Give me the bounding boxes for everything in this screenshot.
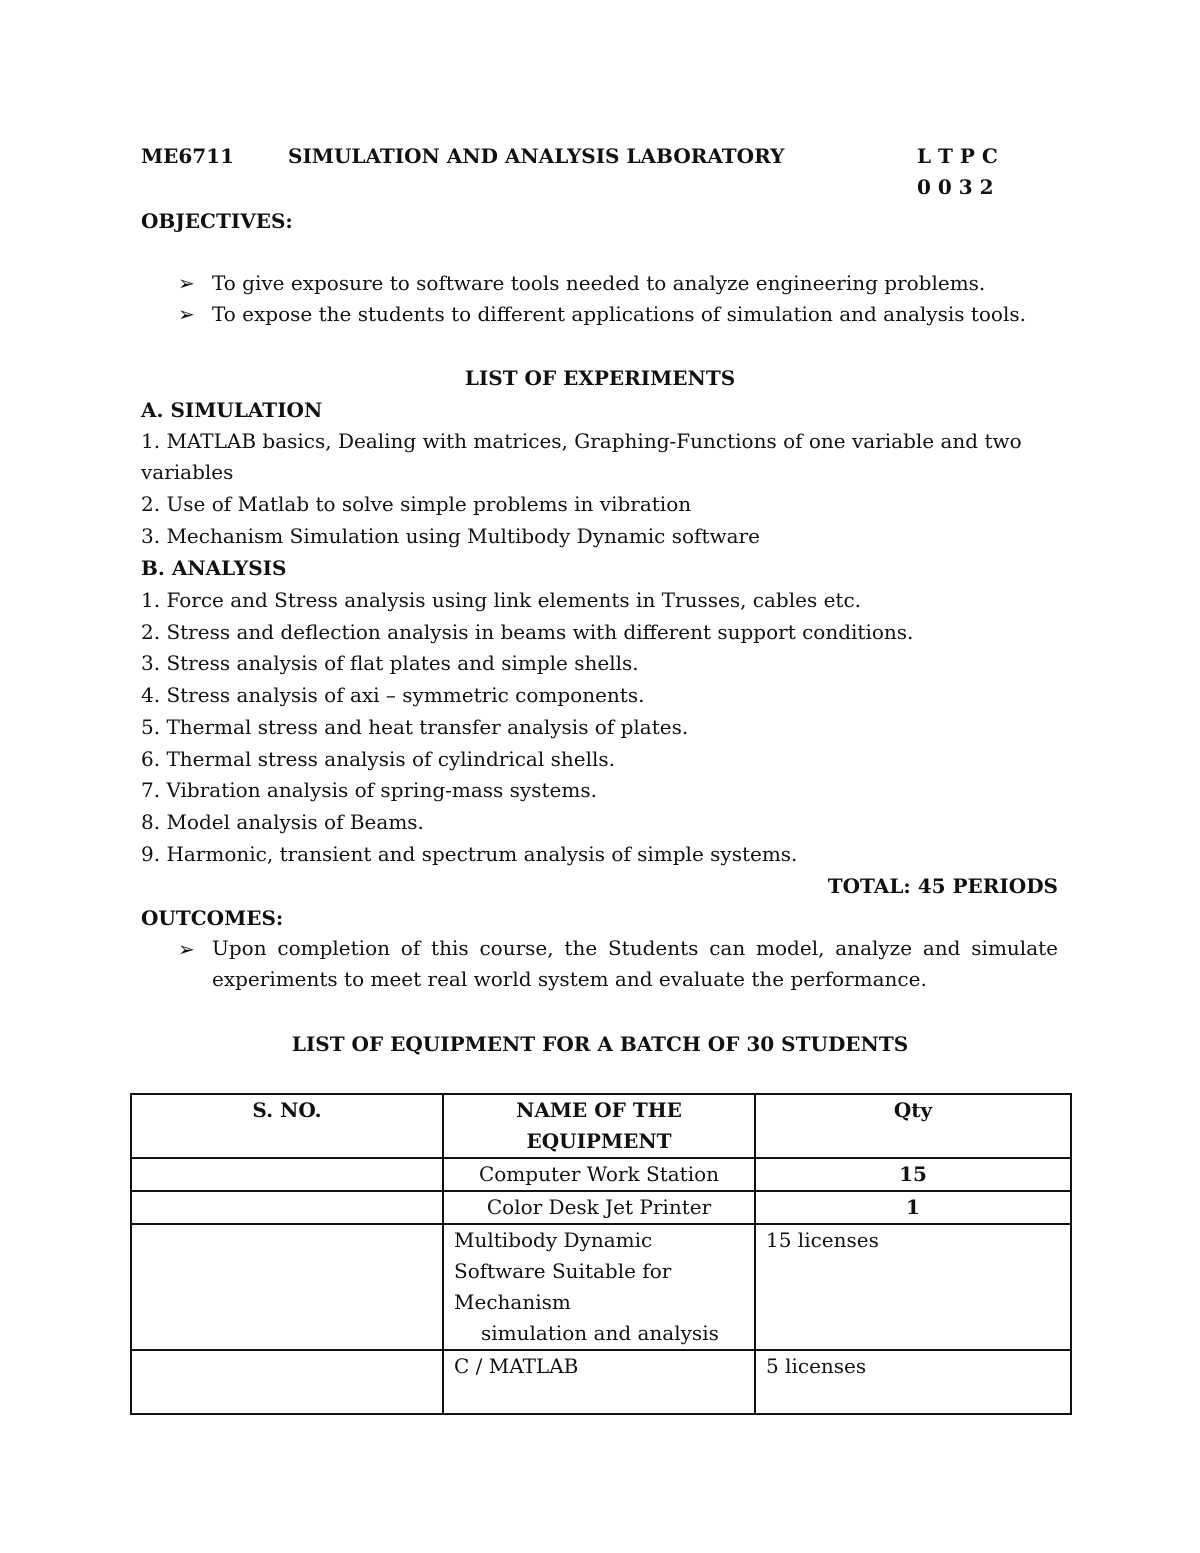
objective-item: To give exposure to software tools needed to analyze engineering problems. <box>212 271 986 295</box>
cell-equipment: Computer Work Station <box>443 1158 755 1191</box>
analysis-item: 5. Thermal stress and heat transfer analysis of plates. <box>141 715 689 739</box>
cell-sno <box>131 1158 443 1191</box>
analysis-item: 6. Thermal stress analysis of cylindrical shells. <box>141 747 615 771</box>
total-periods: TOTAL: 45 PERIODS <box>827 874 1058 898</box>
cell-qty: 15 licenses <box>755 1224 1071 1350</box>
arrow-bullet-icon: ➢ <box>178 302 195 326</box>
table-row <box>131 1224 1071 1350</box>
simulation-item: 3. Mechanism Simulation using Multibody Dynamic software <box>141 524 760 548</box>
outcomes-heading: OUTCOMES: <box>141 906 284 930</box>
cell-equipment <box>443 1224 755 1350</box>
objectives-heading: OBJECTIVES: <box>141 209 293 233</box>
simulation-heading: A. SIMULATION <box>141 398 323 422</box>
simulation-item: 2. Use of Matlab to solve simple problems in vibration <box>141 492 692 516</box>
cell-equipment-line: Software Suitable for <box>454 1259 672 1283</box>
equipment-heading: LIST OF EQUIPMENT FOR A BATCH OF 30 STUDENTS <box>291 1032 909 1056</box>
cell-equipment: C / MATLAB <box>443 1350 755 1414</box>
analysis-item: 3. Stress analysis of flat plates and simple shells. <box>141 651 639 675</box>
analysis-item: 4. Stress analysis of axi – symmetric components. <box>141 683 645 707</box>
table-header-row <box>131 1094 1071 1158</box>
analysis-item: 8. Model analysis of Beams. <box>141 810 424 834</box>
cell-equipment-line: Mechanism <box>454 1290 571 1314</box>
column-header-equipment: NAME OF THE EQUIPMENT <box>443 1094 755 1158</box>
table-row <box>131 1191 1071 1224</box>
analysis-item: 2. Stress and deflection analysis in beams with different support conditions. <box>141 620 914 644</box>
cell-equipment-line: simulation and analysis <box>481 1321 719 1345</box>
cell-equipment: Color Desk Jet Printer <box>443 1191 755 1224</box>
outcome-item: Upon completion of this course, the Students can model, analyze and simulate experiments to meet real world system and evaluate the performance. <box>212 936 1058 991</box>
simulation-item: variables <box>141 460 234 484</box>
simulation-item: 1. MATLAB basics, Dealing with matrices, Graphing-Functions of one variable and two <box>141 429 1022 453</box>
analysis-item: 9. Harmonic, transient and spectrum analysis of simple systems. <box>141 842 798 866</box>
analysis-item: 7. Vibration analysis of spring-mass systems. <box>141 778 597 802</box>
arrow-bullet-icon: ➢ <box>178 271 195 295</box>
cell-sno <box>131 1191 443 1224</box>
cell-qty: 5 licenses <box>755 1350 1071 1414</box>
cell-qty: 15 <box>755 1158 1071 1191</box>
column-header-qty: Qty <box>755 1094 1071 1158</box>
course-title: SIMULATION AND ANALYSIS LABORATORY <box>288 144 785 168</box>
arrow-bullet-icon: ➢ <box>178 937 195 961</box>
course-code: ME6711 <box>141 144 235 168</box>
column-header-sno: S. NO. <box>131 1094 443 1158</box>
ltpc-label: L T P C <box>917 144 998 168</box>
cell-qty: 1 <box>755 1191 1071 1224</box>
table-row <box>131 1158 1071 1191</box>
objective-item: To expose the students to different applications of simulation and analysis tools. <box>212 302 1026 326</box>
ltpc-values: 0 0 3 2 <box>917 175 994 199</box>
cell-sno <box>131 1224 443 1350</box>
cell-sno <box>131 1350 443 1414</box>
cell-equipment-line: Multibody Dynamic <box>454 1228 653 1252</box>
analysis-item: 1. Force and Stress analysis using link elements in Trusses, cables etc. <box>141 588 862 612</box>
table-row <box>131 1350 1071 1414</box>
equipment-table <box>130 1093 1072 1415</box>
experiments-heading: LIST OF EXPERIMENTS <box>464 366 736 390</box>
analysis-heading: B. ANALYSIS <box>141 556 287 580</box>
